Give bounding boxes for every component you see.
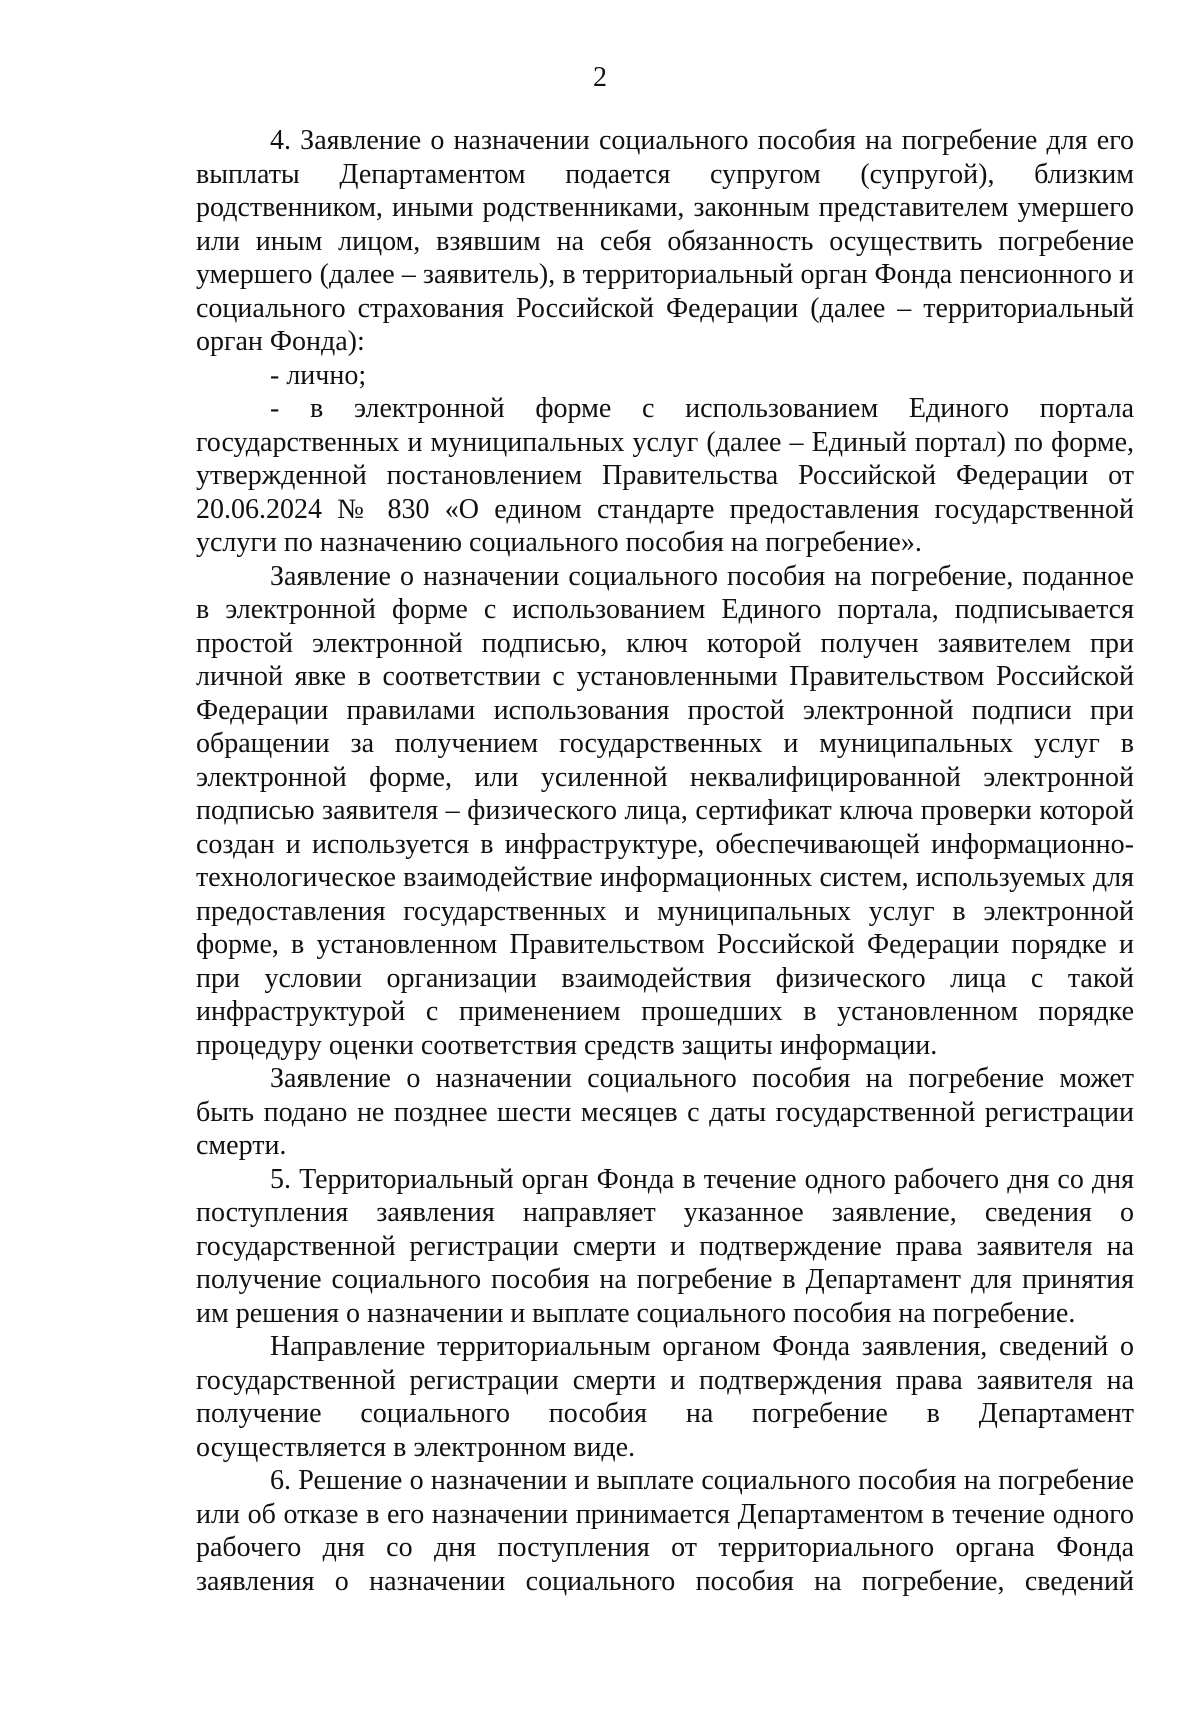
list-item-electronic-form: - в электронной форме с использованием Единого портала государственных и муниципальных услуг (далее – Единый портал) по форме, утвержденной постановлением Правительства Российской Федерации от 20.06.2024 № 830 «О едином стандарте предоставления государственной услуги по назначению социального пособия на погребение». [196,393,1134,558]
paragraph-electronic-transfer: Направление территориальным органом Фонда заявления, сведений о государственной регистрации смерти и подтверждения права заявителя на получение социального пособия на погребение в Департамент осуществляется в электронном виде. [196,1331,1134,1463]
document-body [196,124,1134,1598]
paragraph-4-application: 4. Заявление о назначении социального пособия на погребение для его выплаты Департаментом подается супругом (супругой), близким родственником, иными родственниками, законным представителем умершего или иным лицом, взявшим на себя обязанность осуществить погребение умершего (далее – заявитель), в территориальный орган Фонда пенсионного и социального страхования Российской Федерации (далее – территориальный орган Фонда): [196,125,1134,357]
paragraph-6-decision: 6. Решение о назначении и выплате социального пособия на погребение или об отказе в его назначении принимается Департаментом в течение одного рабочего дня со дня поступления от территориального органа Фонда заявления о назначении социального пособия на погребение, сведений [196,1465,1134,1597]
list-item-in-person: - лично; [270,359,367,391]
page-number: 2 [593,62,607,93]
paragraph-submission-deadline: Заявление о назначении социального пособия на погребение может быть подано не позднее шести месяцев с даты государственной регистрации смерти. [196,1063,1134,1161]
paragraph-5-territorial-body: 5. Территориальный орган Фонда в течение одного рабочего дня со дня поступления заявления направляет указанное заявление, сведения о государственной регистрации смерти и подтверждение права заявителя на получение социального пособия на погребение в Департамент для принятия им решения о назначении и выплате социального пособия на погребение. [196,1163,1134,1329]
paragraph-electronic-signature: Заявление о назначении социального пособия на погребение, поданное в электронной форме с использованием Единого портала, подписывается простой электронной подписью, ключ которой получен заявителем при личной явке в соответствии с установленными Правительством Российской Федерации правилами использования простой электронной подписи при обращении за получением государственных и муниципальных услуг в электронной форме, или усиленной неквалифицированной электронной подписью заявителя – физического лица, сертификат ключа проверки которой создан и используется в инфраструктуре, обеспечивающей информационно-технологическое взаимодействие информационных систем, используемых для предоставления государственных и муниципальных услуг в электронной форме, в установленном Правительством Российской Федерации порядке и при условии организации взаимодействия физического лица с такой инфраструктурой с применением прошедших в установленном порядке процедуру оценки соответствия средств защиты информации. [196,560,1134,1061]
